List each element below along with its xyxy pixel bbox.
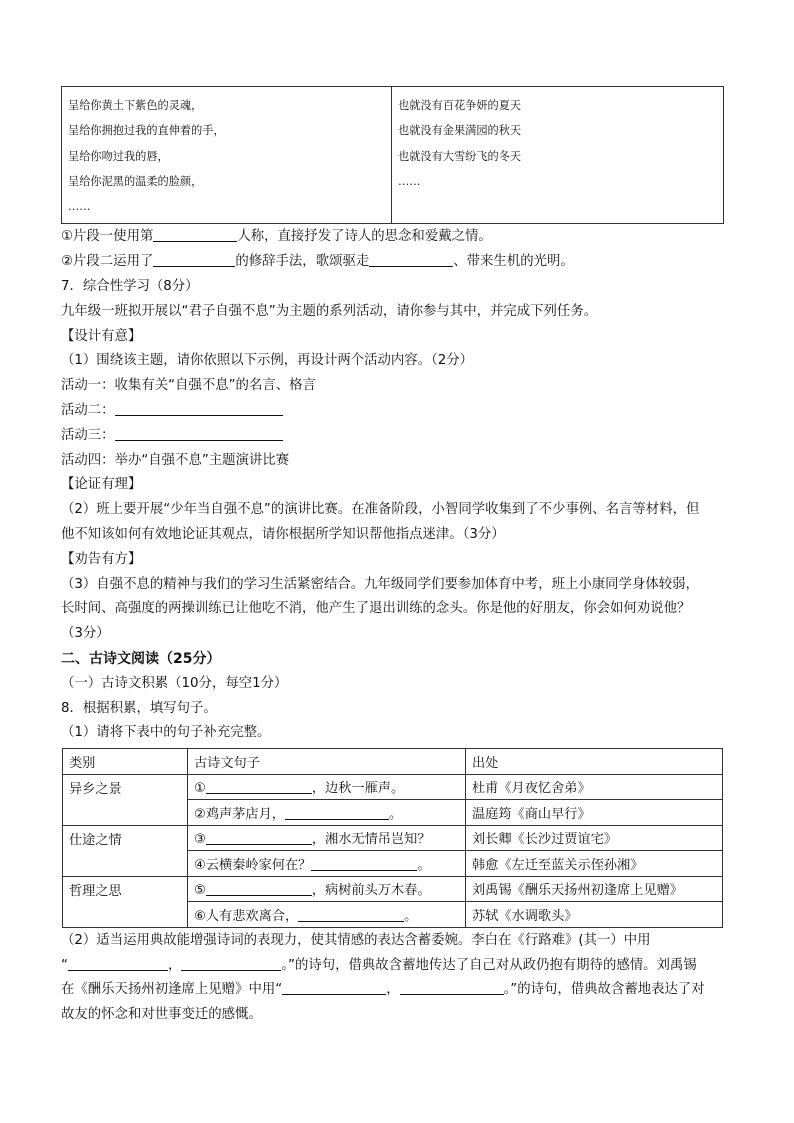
source-cell: 杜甫《月夜忆舍弟》 [466, 774, 723, 800]
answer-blank[interactable] [68, 956, 168, 971]
source-cell: 韩愈《左迁至蓝关示侄孙湘》 [466, 851, 723, 877]
argue-question: （2）班上要开展“少年当自强不息”的演讲比赛。在准备阶段，小智同学收集到了不少事例、名言等材料，但 [61, 502, 700, 518]
sentence-cell: ②鸡声茅店月， 。 [188, 800, 466, 826]
poem-excerpt-table [61, 86, 724, 224]
answer-blank[interactable] [115, 401, 283, 416]
source-cell: 苏轼《水调歌头》 [466, 902, 723, 928]
q7-intro: 九年级一班拟开展以“君子自强不息”为主题的系列活动，请你参与其中，并完成下列任务。 [61, 303, 598, 319]
poem-line: 也就没有大雪纷飞的冬天 [398, 149, 522, 163]
design-question: （1）围绕该主题，请你依照以下示例，再设计两个活动内容。（2分） [61, 353, 474, 369]
answer-blank[interactable] [153, 227, 237, 242]
poem-line: 呈给你黄土下紫色的灵魂， [68, 99, 203, 112]
poem-line: 呈给你拥抱过我的直伸着的手， [68, 124, 225, 138]
q6-sub1-text: ①片段一使用第 [61, 229, 154, 245]
source-cell: 刘长卿《长沙过贾谊宅》 [466, 825, 723, 851]
answer-blank[interactable] [311, 856, 417, 871]
answer-blank[interactable] [206, 830, 312, 845]
heading-advise: 【劝告有方】 [61, 551, 142, 567]
activity-three-label: 活动三： [61, 427, 115, 443]
table-header-row [63, 749, 723, 775]
q6-sub1 [61, 225, 723, 250]
answer-blank[interactable] [369, 252, 453, 267]
q8-sub2-line: 在《酬乐天扬州初逢席上见赠》中用“ ， 。”的诗句，借典故含蓄地表达了对 [61, 982, 705, 998]
answer-blank[interactable] [115, 426, 283, 441]
category-cell: 异乡之景 [63, 774, 188, 825]
q6-sub2-text: 、带来生机的光明。 [453, 254, 574, 270]
table-row [63, 876, 723, 902]
answer-blank[interactable] [153, 252, 235, 267]
activity-four: 活动四：举办“自强不息”主题演讲比赛 [61, 452, 290, 468]
sentence-cell: ⑤ ，病树前头万木春。 [188, 876, 466, 902]
header-sentence: 古诗文句子 [188, 749, 466, 775]
sentence-cell: ⑥人有悲欢离合， 。 [188, 902, 466, 928]
table-row [63, 825, 723, 851]
activity-two [61, 399, 723, 424]
subsection-title: （一）古诗文积累（10分，每空1分） [61, 675, 288, 691]
poem-line: 也就没有金果满园的秋天 [398, 124, 522, 138]
advise-question: （3分） [61, 626, 110, 642]
source-cell: 温庭筠《商山早行》 [466, 800, 723, 826]
q8-sub2-line: （2）适当运用典故能增强诗词的表现力，使其情感的表达含蓄委婉。李白在《行路难》(其一）中用 [61, 932, 651, 948]
answer-blank[interactable] [282, 980, 386, 995]
poem-line: …… [68, 200, 91, 214]
fill-in-table [62, 748, 723, 928]
category-cell: 哲理之思 [63, 876, 188, 927]
poem-line: …… [398, 174, 421, 188]
poem-fragment-one [62, 87, 392, 224]
sentence-cell: ③ ，湘水无情吊岂知？ [188, 825, 466, 851]
answer-blank[interactable] [298, 907, 404, 922]
table-row [63, 774, 723, 800]
section-title: 二、古诗文阅读（25分） [61, 651, 221, 668]
q6-sub1-text: 人称，直接抒发了诗人的思念和爱戴之情。 [237, 229, 492, 245]
advise-question: （3）自强不息的精神与我们的学习生活紧密结合。九年级同学们要参加体育中考，班上小康同学身体较弱， [61, 576, 699, 592]
heading-design: 【设计有意】 [61, 328, 142, 344]
q6-sub2-text: ②片段二运用了 [61, 254, 154, 270]
answer-blank[interactable] [206, 779, 312, 794]
advise-question: 长时间、高强度的两操训练已让他吃不消，他产生了退出训练的念头。你是他的好朋友，你会如何劝说他？ [61, 601, 691, 617]
answer-blank[interactable] [400, 980, 504, 995]
poem-line: 呈给你泥黑的温柔的脸颜， [68, 174, 203, 188]
category-cell: 仕途之情 [63, 825, 188, 876]
activity-three [61, 424, 723, 449]
q7-title: 7．综合性学习（8分） [61, 279, 199, 295]
answer-blank[interactable] [206, 881, 312, 896]
q8-sub2-line: “ ， 。”的诗句，借典故含蓄地传达了自己对从政仍抱有期待的感情。刘禹锡 [61, 957, 697, 973]
q8-sub1: （1）请将下表中的句子补充完整。 [61, 725, 271, 741]
exam-page [61, 86, 723, 1028]
activity-two-label: 活动二： [61, 403, 115, 419]
answer-blank[interactable] [181, 956, 281, 971]
header-category: 类别 [63, 749, 188, 775]
q8-sub2-line: 故友的怀念和对世事变迁的感慨。 [61, 1007, 262, 1023]
answer-blank[interactable] [285, 805, 389, 820]
q8-title: 8．根据积累，填写句子。 [61, 700, 217, 716]
poem-fragment-two [392, 87, 724, 224]
sentence-cell: ① ，边秋一雁声。 [188, 774, 466, 800]
heading-argue: 【论证有理】 [61, 477, 142, 493]
sentence-cell: ④云横秦岭家何在？ 。 [188, 851, 466, 877]
source-cell: 刘禹锡《酬乐天扬州初逢席上见赠》 [466, 876, 723, 902]
activity-one: 活动一：收集有关“自强不息”的名言、格言 [61, 378, 316, 394]
q6-sub2-text: 的修辞手法，歌颂驱走 [235, 254, 370, 270]
poem-line: 也就没有百花争妍的夏天 [398, 99, 522, 112]
q6-sub2 [61, 250, 723, 275]
header-source: 出处 [466, 749, 723, 775]
argue-question: 他不知该如何有效地论证其观点，请你根据所学知识帮他指点迷津。（3分） [61, 527, 505, 543]
poem-line: 呈给你吻过我的唇， [68, 149, 169, 163]
